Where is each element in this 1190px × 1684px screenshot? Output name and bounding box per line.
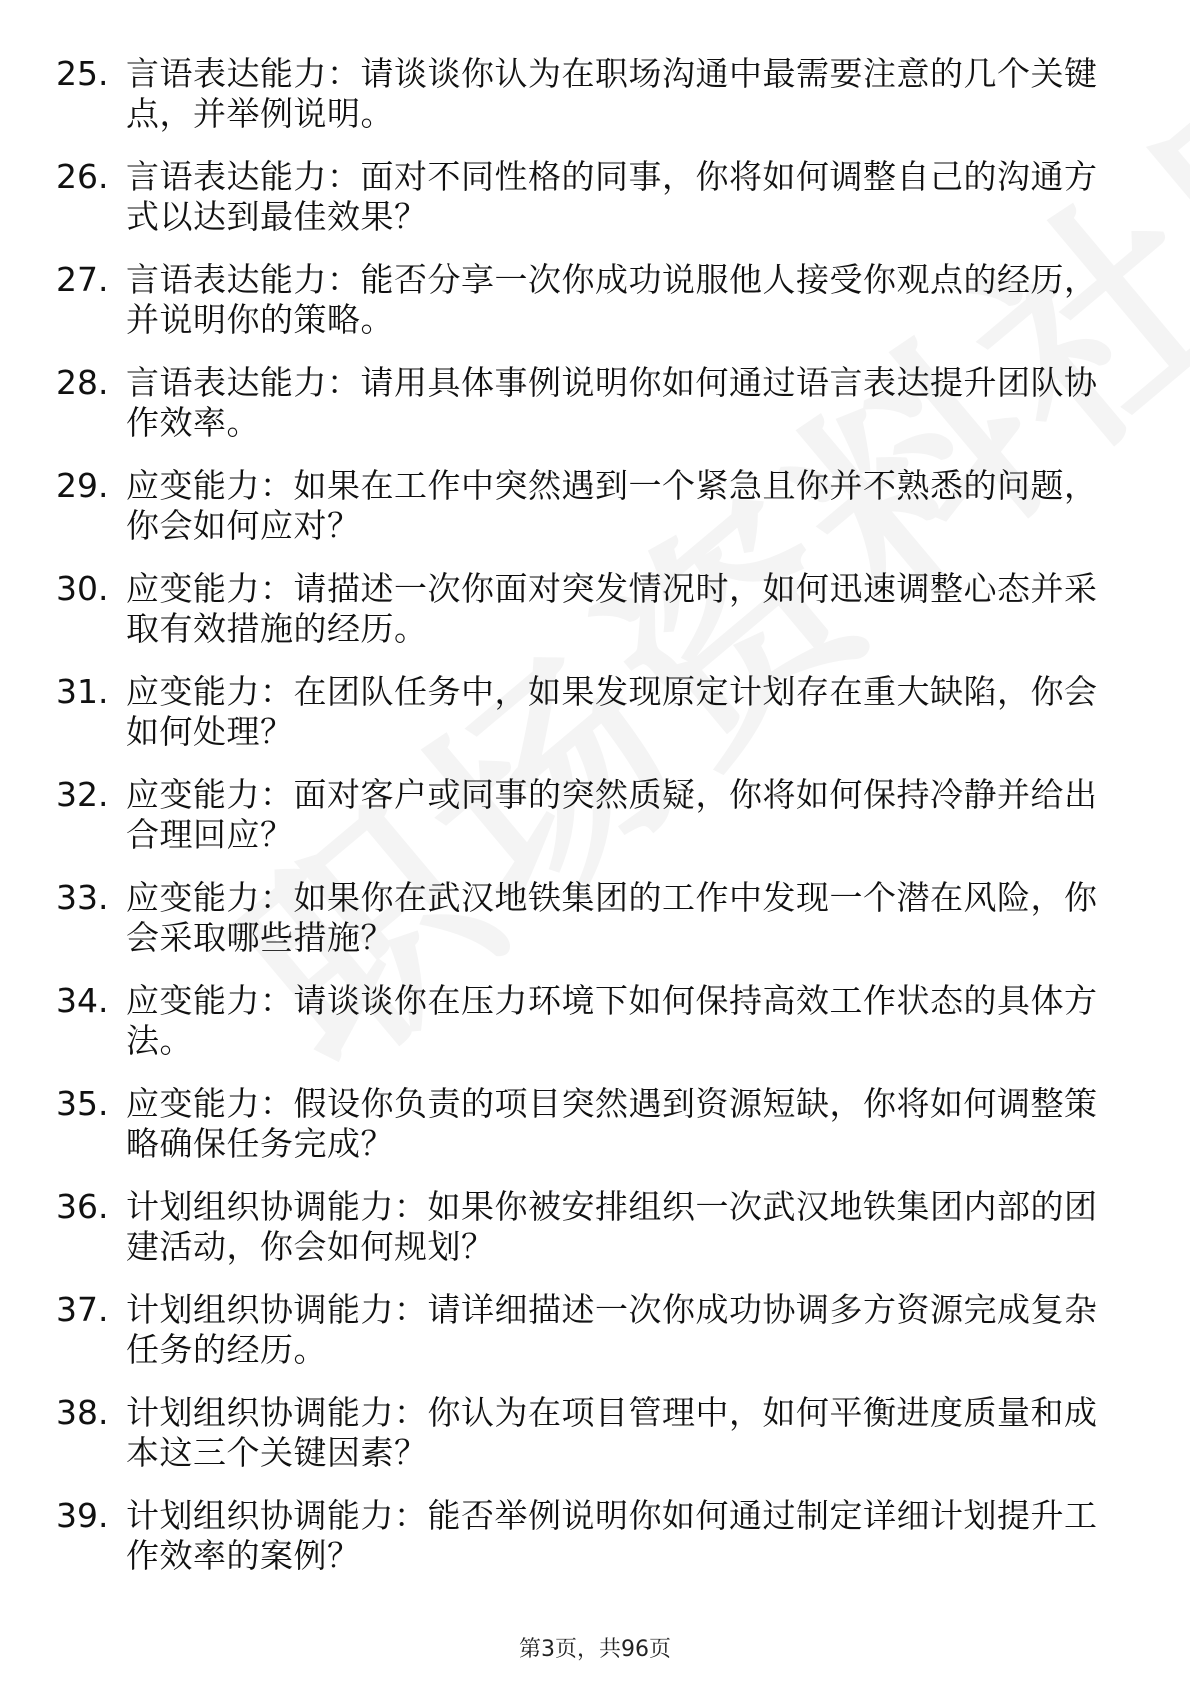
question-number: 33. [56,878,109,917]
question-number: 38. [56,1393,109,1432]
question-text: 言语表达能力：请用具体事例说明你如何通过语言表达提升团队协作效率。 [126,363,1098,442]
question-text: 应变能力：如果在工作中突然遇到一个紧急且你并不熟悉的问题，你会如何应对？ [126,466,1098,545]
question-number: 34. [56,981,109,1020]
question-text: 计划组织协调能力：你认为在项目管理中，如何平衡进度质量和成本这三个关键因素？ [126,1393,1098,1472]
question-number: 32. [56,775,109,814]
question-text: 计划组织协调能力：如果你被安排组织一次武汉地铁集团内部的团建活动，你会如何规划？ [126,1187,1098,1266]
question-item [0,252,1190,355]
question-text: 计划组织协调能力：能否举例说明你如何通过制定详细计划提升工作效率的案例？ [126,1496,1098,1575]
question-text: 应变能力：假设你负责的项目突然遇到资源短缺，你将如何调整策略确保任务完成？ [126,1084,1098,1163]
question-item [0,1385,1190,1488]
question-number: 27. [56,260,109,299]
question-text: 言语表达能力：能否分享一次你成功说服他人接受你观点的经历，并说明你的策略。 [126,260,1098,339]
question-item [0,1282,1190,1385]
question-text: 应变能力：请谈谈你在压力环境下如何保持高效工作状态的具体方法。 [126,981,1098,1060]
question-text: 应变能力：如果你在武汉地铁集团的工作中发现一个潜在风险，你会采取哪些措施？ [126,878,1098,957]
question-text: 言语表达能力：请谈谈你认为在职场沟通中最需要注意的几个关键点，并举例说明。 [126,54,1098,133]
question-number: 26. [56,157,109,196]
question-number: 29. [56,466,109,505]
question-text: 应变能力：请描述一次你面对突发情况时，如何迅速调整心态并采取有效措施的经历。 [126,569,1098,648]
question-number: 30. [56,569,109,608]
question-text: 应变能力：面对客户或同事的突然质疑，你将如何保持冷静并给出合理回应？ [126,775,1098,854]
question-item [0,767,1190,870]
question-item [0,1488,1190,1591]
question-item [0,1076,1190,1179]
question-item [0,973,1190,1076]
question-text: 应变能力：在团队任务中，如果发现原定计划存在重大缺陷，你会如何处理？ [126,672,1098,751]
question-item [0,664,1190,767]
question-item [0,561,1190,664]
question-item [0,149,1190,252]
question-text: 言语表达能力：面对不同性格的同事，你将如何调整自己的沟通方式以达到最佳效果？ [126,157,1098,236]
question-number: 36. [56,1187,109,1226]
question-list [0,46,1190,1591]
question-item [0,1179,1190,1282]
question-number: 39. [56,1496,109,1535]
page-footer: 第3页，共96页 [519,1637,671,1662]
question-number: 25. [56,54,109,93]
question-item [0,355,1190,458]
question-number: 28. [56,363,109,402]
question-number: 31. [56,672,109,711]
question-number: 35. [56,1084,109,1123]
question-item [0,46,1190,149]
question-text: 计划组织协调能力：请详细描述一次你成功协调多方资源完成复杂任务的经历。 [126,1290,1098,1369]
question-item [0,458,1190,561]
question-item [0,870,1190,973]
question-number: 37. [56,1290,109,1329]
